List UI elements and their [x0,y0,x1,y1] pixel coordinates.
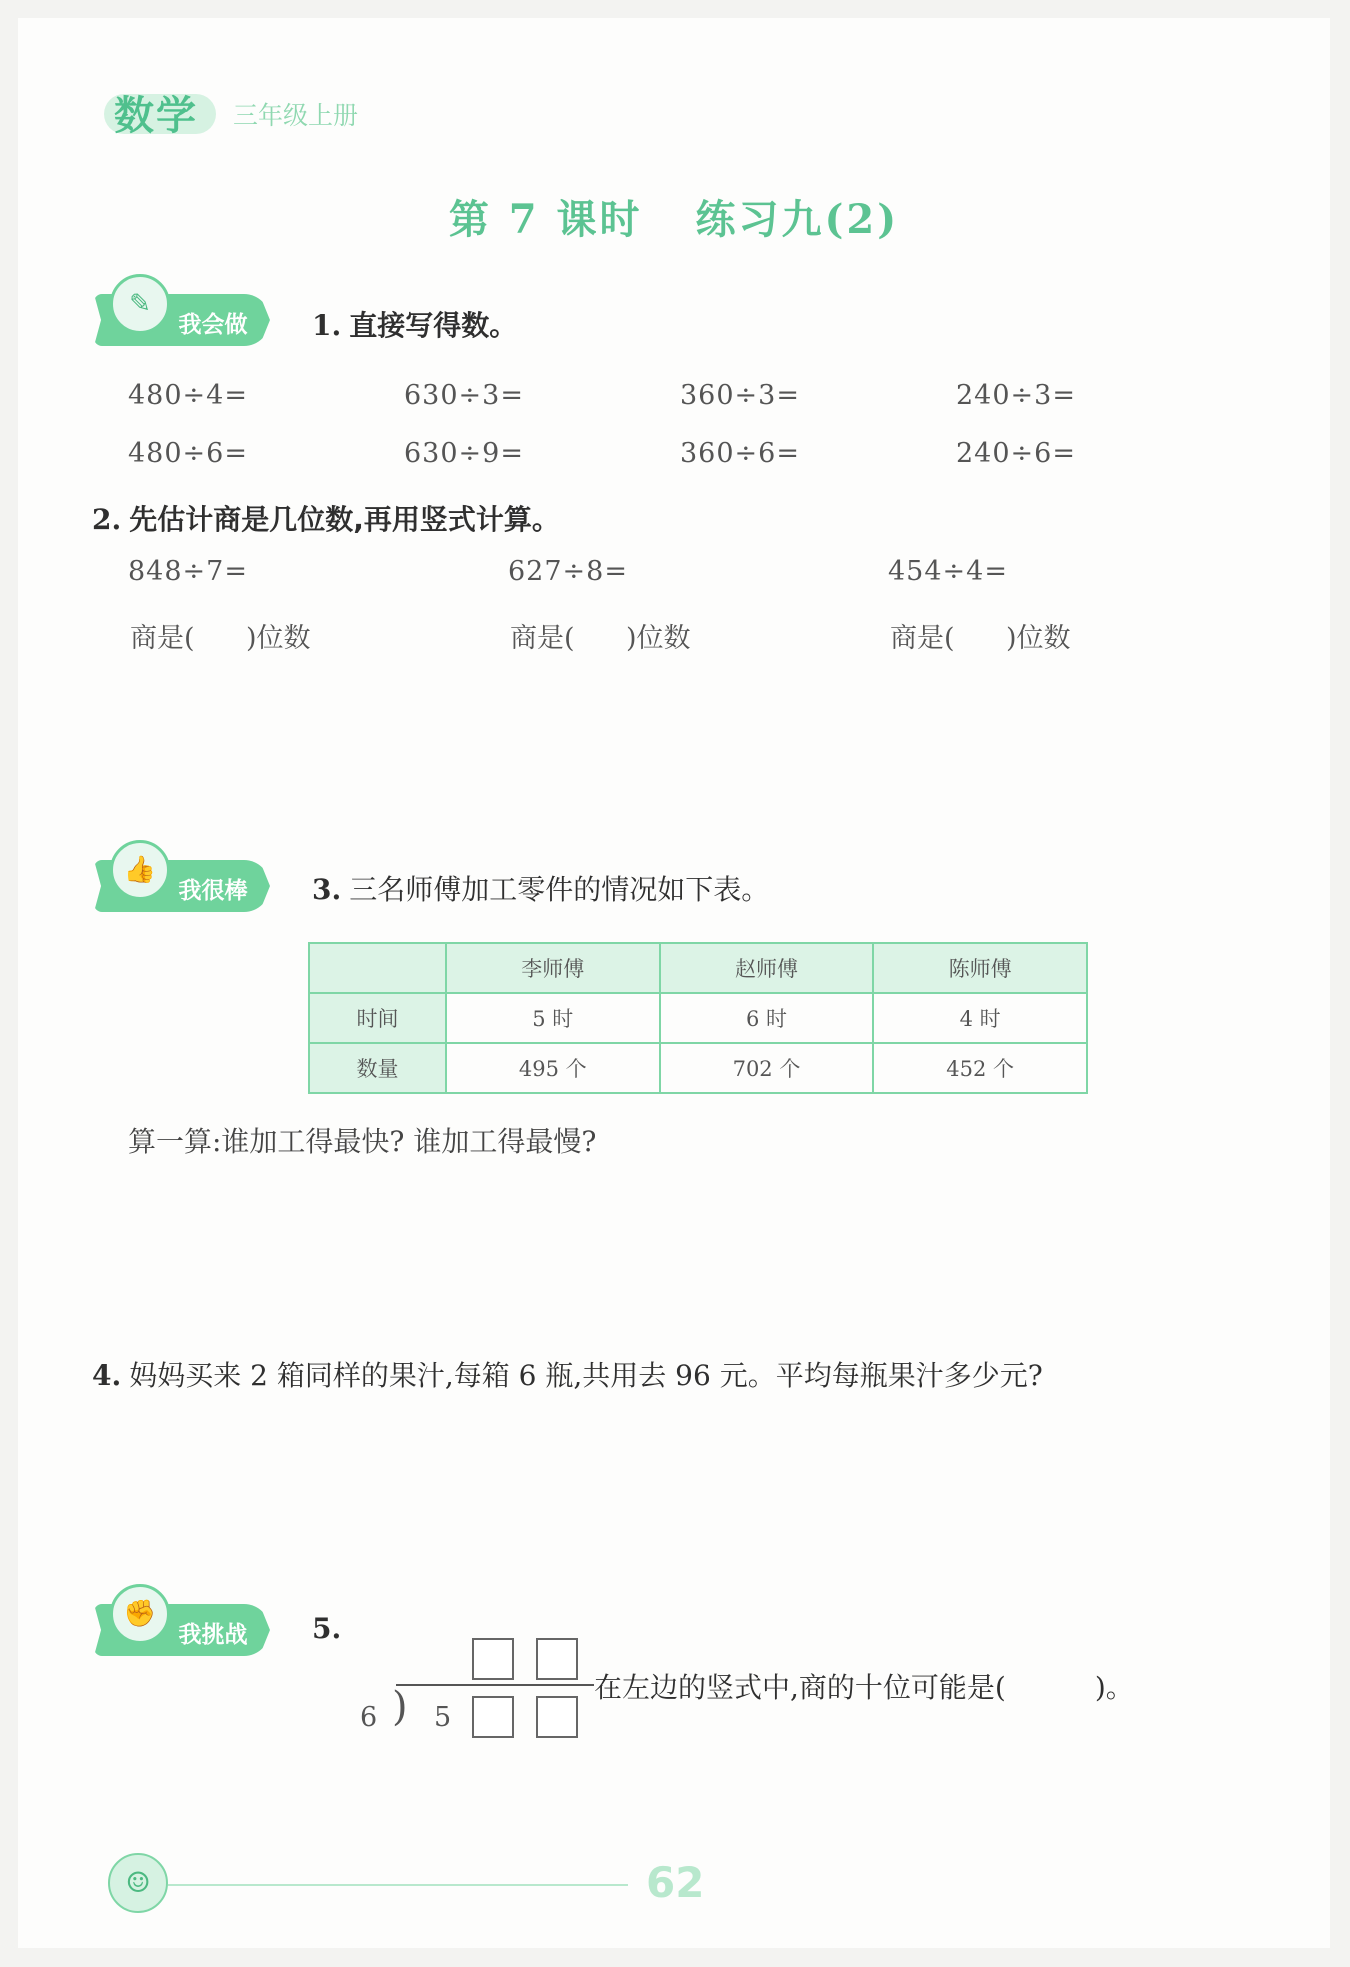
q2-quotient-blank[interactable]: 商是( )位数 [130,623,311,654]
q1-expr: 480÷4= [128,380,248,411]
table-header-cell [309,943,446,993]
badge-label-2: 我很棒 [178,878,248,904]
q2-number: 2. [92,503,122,536]
q2-expr: 627÷8= [508,556,628,587]
q5-question: 在左边的竖式中,商的十位可能是( )。 [594,1671,1134,1704]
table-header-row [309,943,1087,993]
page-number: 62 [646,1858,705,1907]
q5-number-text: 5. [312,1612,342,1645]
q4-question: 妈妈买来 2 箱同样的果汁,每箱 6 瓶,共用去 96 元。平均每瓶果汁多少元? [129,1359,1043,1392]
q3-title [312,868,769,908]
dividend-digit: 5 [434,1702,453,1733]
q1-expr: 360÷3= [680,380,800,411]
q1-expr: 360÷6= [680,438,800,469]
lesson-name: 练习九(2) [695,196,900,243]
footer-rule [168,1884,628,1886]
q1-expr: 240÷3= [956,380,1076,411]
table-row [309,993,1087,1043]
table-cell: 702 个 [660,1043,874,1093]
mascot-icon: ☺ [108,1853,168,1913]
table-cell: 5 时 [446,993,660,1043]
badge-label-1: 我会做 [178,312,248,338]
dividend-box-ones[interactable] [536,1696,578,1738]
workbook-page [18,18,1330,1948]
lesson-number: 第 7 课时 [448,196,643,243]
table-header-cell: 赵师傅 [660,943,874,993]
q5-number [312,1612,349,1645]
q3-question: 算一算:谁加工得最快? 谁加工得最慢? [128,1125,597,1158]
q2-quotient-blank[interactable]: 商是( )位数 [510,623,691,654]
pencil-icon: ✎ [110,274,170,334]
q2-title-text: 先估计商是几位数,再用竖式计算。 [129,503,560,536]
q2-expr: 454÷4= [888,556,1008,587]
division-bracket: ) [392,1684,408,1730]
q3-title-text: 三名师傅加工零件的情况如下表。 [349,873,770,906]
table-cell: 4 时 [873,993,1087,1043]
q1-expr: 630÷9= [404,438,524,469]
divisor: 6 [360,1702,379,1733]
q1-expr: 630÷3= [404,380,524,411]
lesson-title [18,188,1330,245]
q4-text [92,1354,1043,1394]
q1-expr: 480÷6= [128,438,248,469]
quotient-box-ones[interactable] [536,1638,578,1680]
badge-label-3: 我挑战 [178,1622,248,1648]
q1-title [312,304,517,344]
header-grade: 三年级上册 [233,101,359,130]
q1-title-text: 直接写得数。 [349,309,518,342]
q4-number: 4. [92,1359,122,1392]
division-bar [396,1684,594,1686]
table-row [309,1043,1087,1093]
table-cell: 495 个 [446,1043,660,1093]
q2-quotient-blank[interactable]: 商是( )位数 [890,623,1071,654]
table-row-header: 数量 [309,1043,446,1093]
table-header-cell: 李师傅 [446,943,660,993]
thumbs-up-icon: 👍 [110,840,170,900]
header-subject: 数学 [114,93,198,139]
workers-table [308,942,1088,1094]
fist-icon: ✊ [110,1584,170,1644]
table-cell: 6 时 [660,993,874,1043]
table-row-header: 时间 [309,993,446,1043]
q2-title [92,498,560,538]
table-header-cell: 陈师傅 [873,943,1087,993]
q2-expr: 848÷7= [128,556,248,587]
q3-number: 3. [312,873,342,906]
dividend-box-tens[interactable] [472,1696,514,1738]
quotient-box-tens[interactable] [472,1638,514,1680]
q1-expr: 240÷6= [956,438,1076,469]
table-cell: 452 个 [873,1043,1087,1093]
q1-number: 1. [312,309,342,342]
